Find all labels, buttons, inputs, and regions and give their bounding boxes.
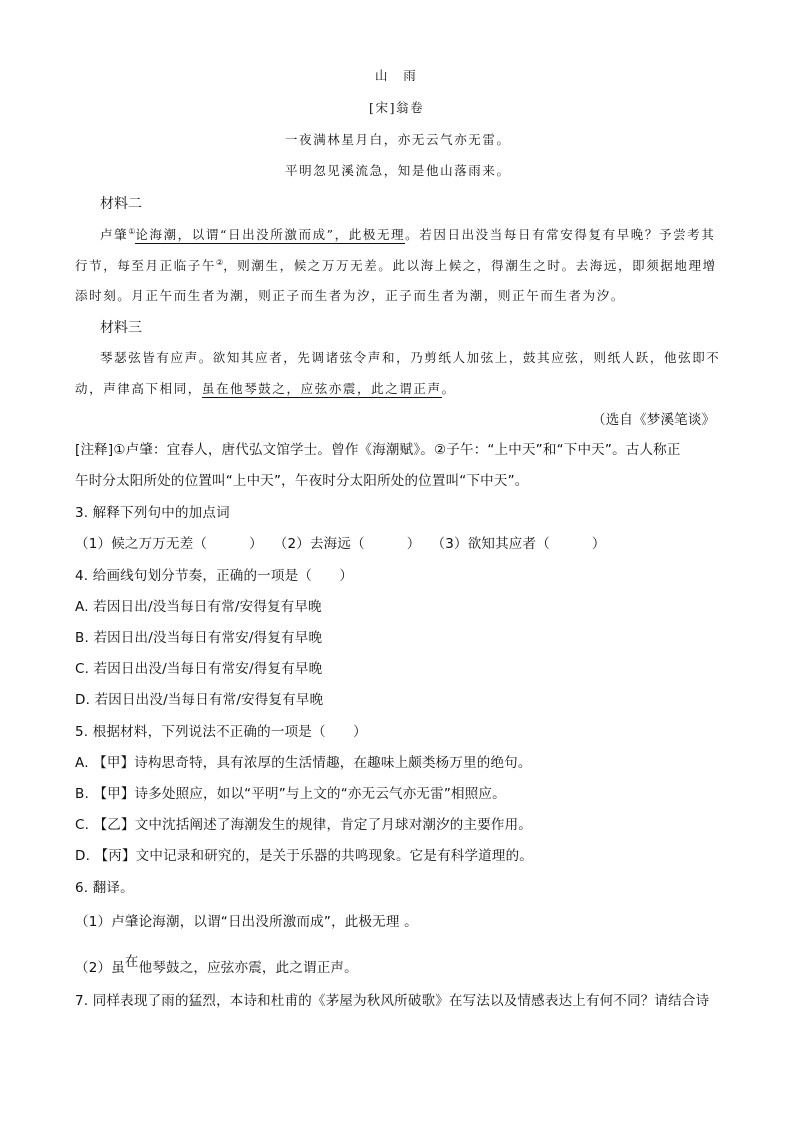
material-2-line-2 [75,259,717,273]
annotation-line-2: 午时分太阳所处的位置叫“上中天”，午夜时分太阳所处的位置叫“下中天”。 [75,473,529,489]
material-2-line-2-start: 行节，每至月正临子午 [75,258,217,273]
question-6-stem: 6. 翻译。 [75,880,134,896]
underlined-sentence-2: 虽在他琴鼓之，应弦亦震，此之谓正声 [201,381,442,396]
question-4-option-a[interactable]: A. 若因日出/没当每日有常/安得复有早晚 [75,599,322,615]
material-2-line-1 [100,228,715,242]
material-2-line-1-rest: 。若因日出没当每日有常安得复有早晚？予尝考其 [405,227,716,242]
material-2-line-3: 添时刻。月正午而生者为潮，则正子而生者为汐，正子而生者为潮，则正午而生者为汐。 [75,288,625,303]
q6-sentence-2-start: （2）虽 [75,960,125,976]
question-6-sentence-2 [75,954,358,976]
source-citation: （选自《梦溪笔谈》 [592,412,716,428]
material-3-line-2 [75,383,456,396]
question-5-option-b[interactable]: B. 【甲】诗多处照应，如以“平明”与上文的“亦无云气亦无雷”相照应。 [75,786,506,802]
material-2-heading: 材料二 [100,196,142,212]
poem-title: 山 雨 [375,68,418,83]
q3-item-1-close: ） [249,536,263,552]
q3-item-3-close: ） [591,536,606,552]
material-2-line-2-rest: ，则潮生，候之万万无差。此以海上候之，得潮生之时。去海远，即须据地理增 [223,258,717,273]
underlined-sentence-1: 论海潮，以谓“日出没所激而成”，此极无理 [135,227,406,242]
question-6-sentence-1: （1）卢肇论海潮，以谓“日出没所激而成”，此极无理 。 [75,914,418,930]
q3-item-2-close: ） [406,536,421,552]
question-4-option-c[interactable]: C. 若因日出没/当每日有常安/得复有早晚 [75,661,323,677]
question-4-stem: 4. 给画线句划分节奏，正确的一项是（ ） [75,568,354,584]
material-3-line-1: 琴瑟弦皆有应声。欲知其应者，先调诸弦令声和，乃剪纸人加弦上，鼓其应弦，则纸人跃，他弦即不 [100,350,721,365]
footnote-2-marker: ② [216,258,224,267]
question-3-items [75,538,606,552]
material-3-heading: 材料三 [100,320,142,336]
question-5-option-c[interactable]: C. 【乙】文中沈括阐述了海潮发生的规律，肯定了月球对潮汐的主要作用。 [75,817,533,833]
question-5-option-a[interactable]: A. 【甲】诗构思奇特，具有浓厚的生活情趣，在趣味上颇类杨万里的绝句。 [75,755,532,771]
q6-sentence-2-rest: 他琴鼓之，应弦亦震，此之谓正声。 [138,960,358,976]
q6-raised-char: 在 [124,954,139,970]
question-5-option-d[interactable]: D. 【丙】文中记录和研究的，是关于乐器的共鸣现象。它是有科学道理的。 [75,848,533,864]
material-3-line-2-start: 动，声律高下相同， [75,381,202,396]
q3-item-1: （1）候之万万无差（ [75,536,208,552]
poem-line-2: 平明忽见溪流急，知是他山落雨来。 [285,163,511,178]
poem-line-1: 一夜满林星月白，亦无云气亦无雷。 [285,132,511,147]
question-3-stem: 3. 解释下列句中的加点词 [75,505,230,521]
poem-author: [宋]翁卷 [369,100,425,115]
footnote-1-marker: ① [128,227,136,236]
question-4-option-d[interactable]: D. 若因日出没/当每日有常/安得复有早晚 [75,692,324,708]
question-7-stem: 7. 同样表现了雨的猛烈，本诗和杜甫的《茅屋为秋风所破歌》在写法以及情感表达上有何不同？请结合诗 [75,993,710,1009]
question-4-option-b[interactable]: B. 若因日出/没当每日有常安/得复有早晚 [75,630,323,646]
annotation-line-1: [注释]①卢肇：宜春人，唐代弘文馆学士。曾作《海潮赋》。②子午：“上中天”和“下中天”。古人称正 [75,442,681,458]
q3-item-2: （2）去海远（ [273,536,365,552]
q3-item-3: （3）欲知其应者（ [431,536,550,552]
question-5-stem: 5. 根据材料，下列说法不正确的一项是（ ） [75,724,367,740]
material-3-line-2-end: 。 [441,381,456,396]
lu-zhao-text: 卢肇 [100,227,129,242]
